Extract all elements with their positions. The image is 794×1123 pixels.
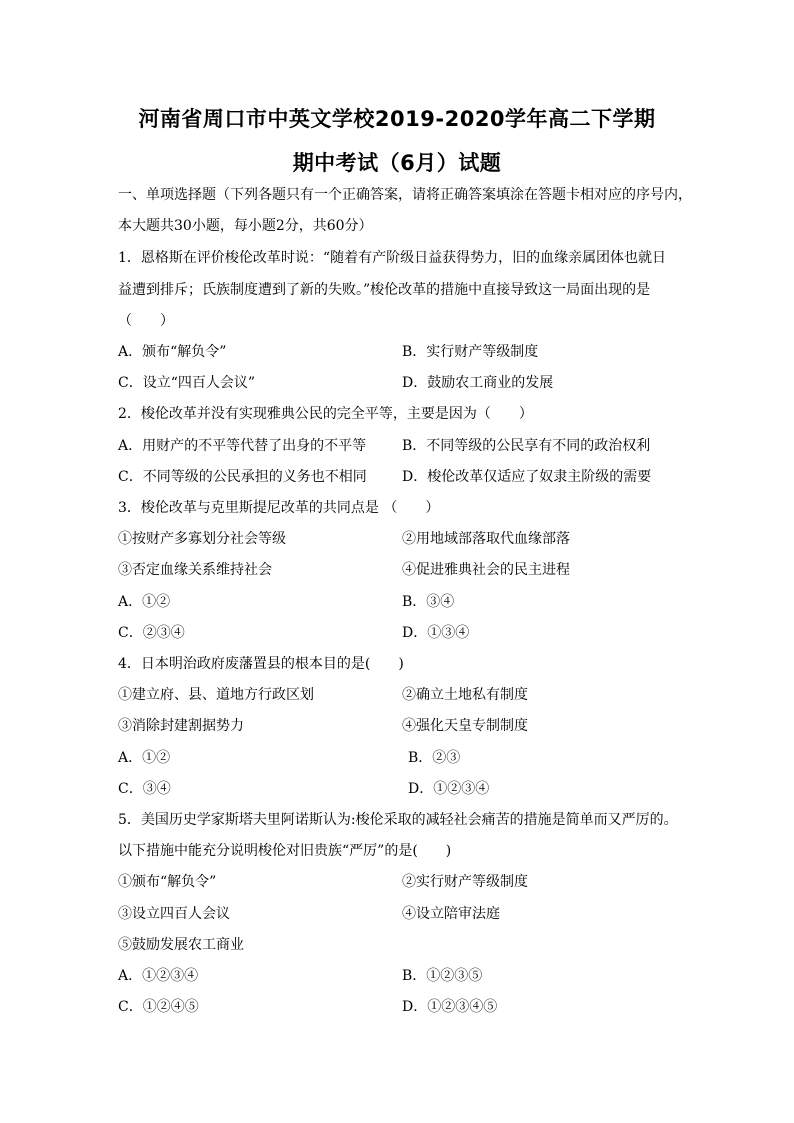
q5-option-c: C．①②④⑤ (118, 999, 199, 1015)
q1-option-b: B．实行财产等级制度 (402, 344, 539, 360)
q3-item-4: ④促进雅典社会的民主进程 (402, 562, 570, 578)
q5-option-d: D．①②③④⑤ (402, 999, 498, 1015)
q3-stem: 3．梭伦改革与克里斯提尼改革的共同点是 （ ） (118, 500, 440, 516)
q4-option-c: C．③④ (118, 781, 171, 797)
q3-item-2: ②用地域部落取代血缘部落 (402, 531, 570, 547)
q4-item-1: ①建立府、县、道地方行政区划 (118, 687, 314, 703)
q2-option-a: A．用财产的不平等代替了出身的不平等 (118, 438, 367, 454)
q1-option-c: C．设立“四百人会议” (118, 375, 256, 391)
q5-stem-line-1: 5．美国历史学家斯塔夫里阿诺斯认为:梭伦采取的减轻社会痛苦的措施是简单而又严厉的。 (118, 812, 678, 828)
q4-stem: 4．日本明治政府废藩置县的根本目的是( ) (118, 656, 404, 672)
q5-item-4: ④设立陪审法庭 (402, 906, 500, 922)
q3-item-3: ③否定血缘关系维持社会 (118, 562, 272, 578)
q5-item-5: ⑤鼓励发展农工商业 (118, 937, 244, 953)
q2-stem: 2．梭伦改革并没有实现雅典公民的完全平等，主要是因为（ ） (118, 406, 533, 422)
q2-option-c: C．不同等级的公民承担的义务也不相同 (118, 469, 367, 485)
q4-item-3: ③消除封建割据势力 (118, 718, 244, 734)
q4-item-4: ④强化天皇专制制度 (402, 718, 528, 734)
q3-item-1: ①按财产多寡划分社会等级 (118, 531, 286, 547)
q5-stem-line-2: 以下措施中能充分说明梭伦对旧贵族“严厉”的是( ) (118, 843, 452, 859)
section-instructions-line-1: 一、单项选择题（下列各题只有一个正确答案，请将正确答案填涂在答题卡相对应的序号内， (118, 187, 692, 203)
q1-stem-line-3: （ ） (118, 313, 174, 329)
q5-item-3: ③设立四百人会议 (118, 906, 230, 922)
section-instructions-line-2: 本大题共30小题，每小题2分，共60分） (118, 218, 373, 234)
q1-option-a: A．颁布“解负令” (118, 344, 227, 360)
q5-option-a: A．①②③④ (118, 968, 199, 984)
q5-item-1: ①颁布“解负令” (118, 874, 217, 890)
q2-option-b: B．不同等级的公民享有不同的政治权利 (402, 438, 651, 454)
q5-item-2: ②实行财产等级制度 (402, 874, 528, 890)
q2-option-d: D．梭伦改革仅适应了奴隶主阶级的需要 (402, 469, 652, 485)
q1-stem-line-1: 1．恩格斯在评价梭伦改革时说：“随着有产阶级日益获得势力，旧的血缘亲属团体也就日 (118, 250, 667, 266)
q3-option-b: B．③④ (402, 594, 455, 610)
q3-option-d: D．①③④ (402, 625, 470, 641)
document-title-line-2: 期中考试（6月）试题 (292, 151, 502, 175)
q1-option-d: D．鼓励农工商业的发展 (402, 375, 554, 391)
q4-item-2: ②确立土地私有制度 (402, 687, 528, 703)
q3-option-a: A．①② (118, 594, 171, 610)
q3-option-c: C．②③④ (118, 625, 185, 641)
q4-option-b: B．②③ (408, 750, 461, 766)
q5-option-b: B．①②③⑤ (402, 968, 483, 984)
document-title-line-1: 河南省周口市中英文学校2019-2020学年高二下学期 (138, 107, 656, 131)
q1-stem-line-2: 益遭到排斥；氏族制度遭到了新的失败。”梭伦改革的措施中直接导致这一局面出现的是 (118, 282, 651, 298)
q4-option-a: A．①② (118, 750, 171, 766)
q4-option-d: D．①②③④ (408, 781, 490, 797)
